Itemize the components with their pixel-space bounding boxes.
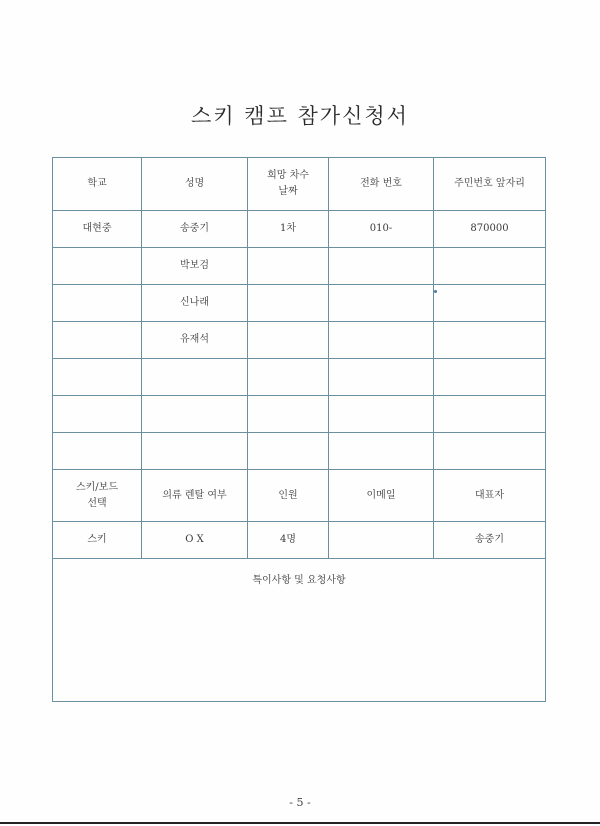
- cell-session[interactable]: [248, 433, 329, 470]
- cell-ski-board-choice[interactable]: 스키: [53, 522, 142, 559]
- table-row: [53, 211, 546, 248]
- cell-id-prefix[interactable]: 870000: [434, 211, 546, 248]
- header-ski-board-choice: 스키/보드 선택: [53, 470, 142, 522]
- cell-session[interactable]: [248, 248, 329, 285]
- scan-edge-line: [0, 822, 600, 824]
- notes-row: [53, 559, 546, 702]
- header-headcount: 인원: [248, 470, 329, 522]
- ink-speck: [434, 290, 437, 293]
- cell-email[interactable]: [329, 522, 434, 559]
- cell-id-prefix[interactable]: [434, 433, 546, 470]
- header-phone: 전화 번호: [329, 158, 434, 211]
- form-title: 스키 캠프 참가신청서: [191, 104, 409, 128]
- table-row: [53, 359, 546, 396]
- cell-school[interactable]: [53, 396, 142, 433]
- cell-phone[interactable]: [329, 359, 434, 396]
- cell-phone[interactable]: 010-: [329, 211, 434, 248]
- header-email: 이메일: [329, 470, 434, 522]
- cell-name[interactable]: 박보검: [142, 248, 248, 285]
- application-table: [52, 157, 546, 702]
- cell-phone[interactable]: [329, 322, 434, 359]
- cell-school[interactable]: [53, 285, 142, 322]
- cell-representative[interactable]: 송중기: [434, 522, 546, 559]
- header-preferred-session-date: 희망 차수 날짜: [248, 158, 329, 211]
- cell-name[interactable]: [142, 359, 248, 396]
- cell-session[interactable]: [248, 359, 329, 396]
- header-id-prefix: 주민번호 앞자리: [434, 158, 546, 211]
- cell-name[interactable]: 송중기: [142, 211, 248, 248]
- header-name: 성명: [142, 158, 248, 211]
- table-row: [53, 285, 546, 322]
- cell-school[interactable]: [53, 359, 142, 396]
- cell-name[interactable]: [142, 433, 248, 470]
- header-clothing-rental: 의류 렌탈 여부: [142, 470, 248, 522]
- table-row: [53, 248, 546, 285]
- cell-id-prefix[interactable]: [434, 322, 546, 359]
- page-number: - 5 -: [289, 796, 311, 809]
- cell-name[interactable]: 신나래: [142, 285, 248, 322]
- cell-session[interactable]: [248, 285, 329, 322]
- cell-headcount[interactable]: 4명: [248, 522, 329, 559]
- cell-session[interactable]: [248, 396, 329, 433]
- cell-id-prefix[interactable]: [434, 359, 546, 396]
- header-school: 학교: [53, 158, 142, 211]
- cell-id-prefix[interactable]: [434, 285, 546, 322]
- cell-name[interactable]: 유재석: [142, 322, 248, 359]
- section-row: [53, 522, 546, 559]
- cell-school[interactable]: [53, 433, 142, 470]
- table-row: [53, 322, 546, 359]
- cell-id-prefix[interactable]: [434, 396, 546, 433]
- cell-clothing-rental[interactable]: O X: [142, 522, 248, 559]
- cell-phone[interactable]: [329, 433, 434, 470]
- table-row: [53, 433, 546, 470]
- section-header-row: [53, 470, 546, 522]
- notes-label: 특이사항 및 요청사항: [252, 575, 346, 586]
- cell-session[interactable]: [248, 322, 329, 359]
- cell-school[interactable]: [53, 248, 142, 285]
- cell-school[interactable]: [53, 322, 142, 359]
- cell-phone[interactable]: [329, 285, 434, 322]
- cell-name[interactable]: [142, 396, 248, 433]
- cell-id-prefix[interactable]: [434, 248, 546, 285]
- cell-phone[interactable]: [329, 396, 434, 433]
- cell-phone[interactable]: [329, 248, 434, 285]
- notes-cell[interactable]: [53, 559, 546, 702]
- table-row: [53, 396, 546, 433]
- cell-school[interactable]: 대현중: [53, 211, 142, 248]
- header-row: [53, 158, 546, 211]
- header-representative: 대표자: [434, 470, 546, 522]
- cell-session[interactable]: 1차: [248, 211, 329, 248]
